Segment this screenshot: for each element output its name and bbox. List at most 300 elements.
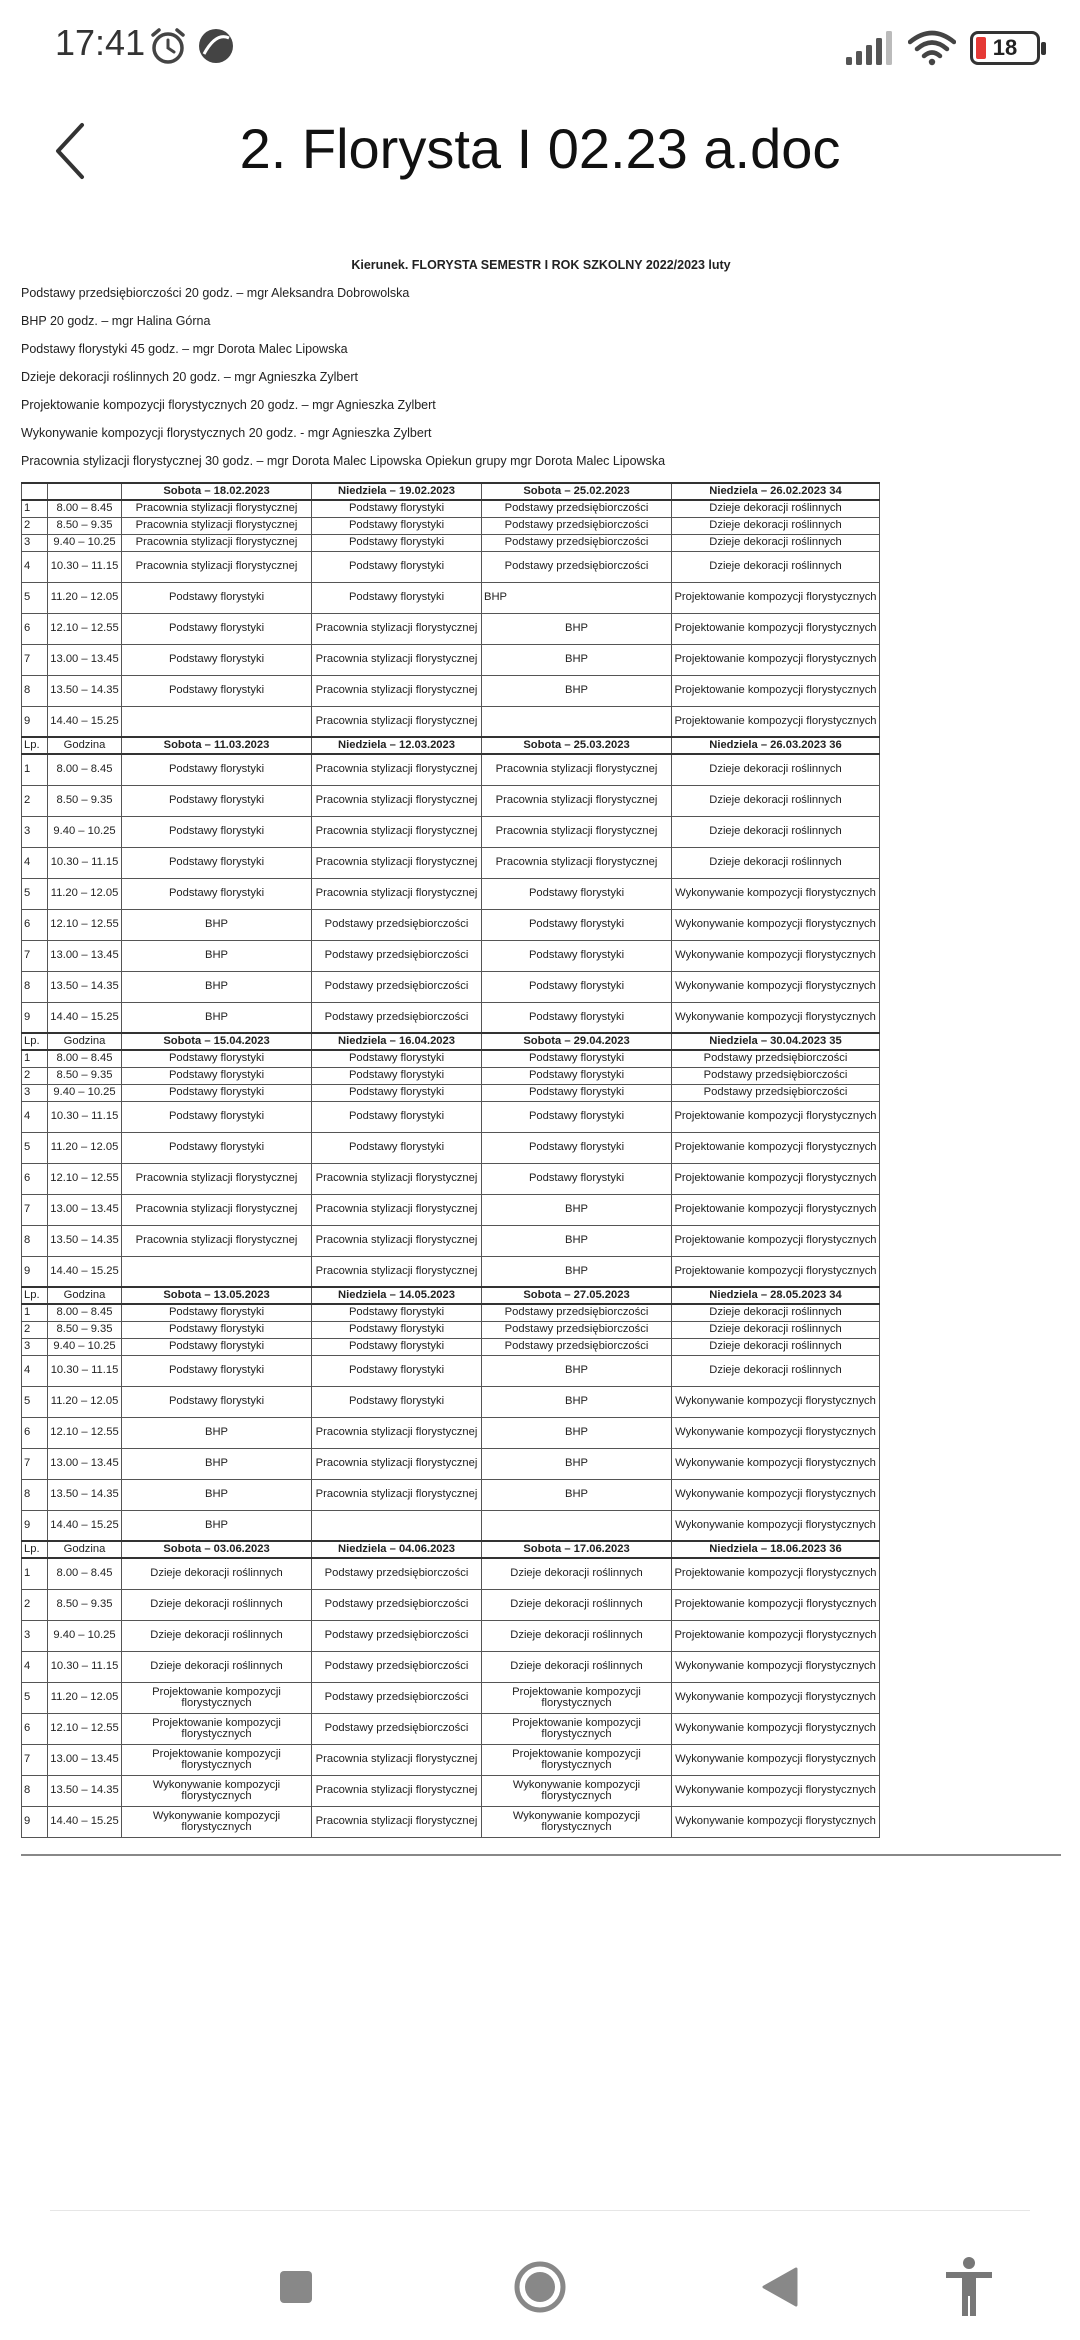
schedule-header-cell: Sobota – 13.05.2023 [122,1287,312,1304]
lesson-time: 13.00 – 13.45 [48,1744,122,1775]
lesson-subject: Wykonywanie kompozycji florystycznych [672,1002,880,1033]
lesson-time: 10.30 – 11.15 [48,1651,122,1682]
document-heading: Kierunek. FLORYSTA SEMESTR I ROK SZKOLNY 2022/2023 luty [351,258,731,272]
lesson-subject: Dzieje dekoracji roślinnych [672,1338,880,1355]
lesson-subject: Podstawy przedsiębiorczości [482,1338,672,1355]
lesson-number: 9 [22,1806,48,1837]
schedule-row [22,534,880,551]
lesson-subject: Podstawy florystyki [122,1067,312,1084]
schedule-header-cell: Sobota – 18.02.2023 [122,483,312,500]
lesson-time: 11.20 – 12.05 [48,878,122,909]
lesson-number: 6 [22,1163,48,1194]
lesson-number: 5 [22,1682,48,1713]
schedule-header-cell: Lp. [22,1287,48,1304]
lesson-subject: Podstawy przedsiębiorczości [312,1002,482,1033]
lesson-number: 7 [22,1194,48,1225]
lesson-number: 7 [22,1744,48,1775]
lesson-subject: Pracownia stylizacji florystycznej [312,1448,482,1479]
lesson-time: 13.50 – 14.35 [48,1225,122,1256]
lesson-subject: Pracownia stylizacji florystycznej [312,613,482,644]
lesson-number: 9 [22,1002,48,1033]
lesson-subject: Podstawy florystyki [312,1101,482,1132]
schedule-header-cell: Niedziela – 26.03.2023 36 [672,737,880,754]
schedule-header-cell: Sobota – 29.04.2023 [482,1033,672,1050]
schedule-row [22,1744,880,1775]
lesson-subject: Podstawy przedsiębiorczości [482,534,672,551]
lesson-subject: Pracownia stylizacji florystycznej [312,706,482,737]
lesson-number: 6 [22,1417,48,1448]
lesson-subject: Podstawy florystyki [482,1067,672,1084]
lesson-time: 13.50 – 14.35 [48,675,122,706]
status-time: 17:41 [55,22,146,63]
lesson-subject: Wykonywanie kompozycji florystycznych [672,909,880,940]
schedule-row [22,1806,880,1837]
lesson-subject: Projektowanie kompozycji florystycznych [672,1589,880,1620]
alarm-icon [148,26,188,66]
schedule-header-cell [22,483,48,500]
lesson-subject: Podstawy florystyki [122,675,312,706]
lesson-subject: Podstawy florystyki [122,644,312,675]
lesson-time: 8.50 – 9.35 [48,785,122,816]
lesson-subject: Pracownia stylizacji florystycznej [312,1225,482,1256]
lesson-subject: BHP [482,1355,672,1386]
document-title: 2. Florysta I 02.23 a.doc [239,117,841,180]
schedule-header-cell: Sobota – 11.03.2023 [122,737,312,754]
lesson-subject: Projektowanie kompozycji florystycznych [482,1744,672,1775]
back-button[interactable] [40,116,100,186]
schedule-row [22,1050,880,1067]
lesson-subject: Podstawy florystyki [122,1304,312,1321]
lesson-subject: Wykonywanie kompozycji florystycznych [672,1806,880,1837]
lesson-subject: Podstawy florystyki [312,1067,482,1084]
lesson-number: 8 [22,971,48,1002]
schedule-header-cell: Lp. [22,737,48,754]
lesson-subject: Projektowanie kompozycji florystycznych [122,1713,312,1744]
lesson-number: 5 [22,1132,48,1163]
schedule-row [22,1651,880,1682]
lesson-subject: BHP [482,1256,672,1287]
lesson-subject: Podstawy przedsiębiorczości [312,909,482,940]
teacher-line: BHP 20 godz. – mgr Halina Górna [21,314,211,328]
lesson-subject: Wykonywanie kompozycji florystycznych [122,1775,312,1806]
lesson-subject [482,1510,672,1541]
schedule-row [22,1510,880,1541]
lesson-time: 12.10 – 12.55 [48,1163,122,1194]
schedule-row [22,1338,880,1355]
lesson-subject: Podstawy przedsiębiorczości [482,500,672,517]
lesson-subject: Projektowanie kompozycji florystycznych [672,1558,880,1589]
schedule-header-cell: Godzina [48,1033,122,1050]
lesson-subject: Pracownia stylizacji florystycznej [312,1256,482,1287]
lesson-subject: Dzieje dekoracji roślinnych [122,1589,312,1620]
lesson-subject: Pracownia stylizacji florystycznej [122,500,312,517]
schedule-row [22,971,880,1002]
lesson-subject: Wykonywanie kompozycji florystycznych [482,1775,672,1806]
lesson-time: 11.20 – 12.05 [48,582,122,613]
lesson-time: 11.20 – 12.05 [48,1682,122,1713]
lesson-subject: Projektowanie kompozycji florystycznych [672,1101,880,1132]
lesson-subject: Projektowanie kompozycji florystycznych [482,1713,672,1744]
signal-icon [846,31,894,65]
lesson-number: 5 [22,878,48,909]
schedule-header-row [22,1541,880,1558]
schedule-header-cell: Niedziela – 04.06.2023 [312,1541,482,1558]
schedule-row [22,1448,880,1479]
lesson-subject: Pracownia stylizacji florystycznej [312,1163,482,1194]
lesson-time: 8.00 – 8.45 [48,1558,122,1589]
lesson-number: 9 [22,1256,48,1287]
lesson-subject: Wykonywanie kompozycji florystycznych [672,1386,880,1417]
lesson-subject: BHP [482,582,672,613]
schedule-row [22,675,880,706]
lesson-subject: Podstawy florystyki [312,1132,482,1163]
lesson-subject: Dzieje dekoracji roślinnych [122,1651,312,1682]
lesson-subject: Dzieje dekoracji roślinnych [672,517,880,534]
lesson-subject: Podstawy florystyki [482,1163,672,1194]
lesson-subject: Podstawy florystyki [122,1084,312,1101]
accessibility-button[interactable] [929,2252,1009,2322]
lesson-subject: Projektowanie kompozycji florystycznych [482,1682,672,1713]
lesson-time: 14.40 – 15.25 [48,1806,122,1837]
lesson-subject: Pracownia stylizacji florystycznej [312,754,482,785]
lesson-subject: Projektowanie kompozycji florystycznych [672,613,880,644]
lesson-subject: BHP [482,675,672,706]
lesson-subject: Podstawy przedsiębiorczości [312,1620,482,1651]
lesson-subject: Podstawy przedsiębiorczości [312,1651,482,1682]
schedule-row [22,816,880,847]
lesson-subject: Dzieje dekoracji roślinnych [482,1589,672,1620]
lesson-subject: Podstawy florystyki [312,534,482,551]
lesson-subject: Dzieje dekoracji roślinnych [122,1558,312,1589]
lesson-subject: Podstawy florystyki [312,582,482,613]
lesson-subject: Pracownia stylizacji florystycznej [312,644,482,675]
lesson-subject: Podstawy przedsiębiorczości [672,1050,880,1067]
lesson-subject: Podstawy przedsiębiorczości [672,1067,880,1084]
lesson-time: 11.20 – 12.05 [48,1132,122,1163]
home-button[interactable] [500,2252,580,2322]
lesson-subject: Podstawy przedsiębiorczości [672,1084,880,1101]
schedule-row [22,1304,880,1321]
schedule-row [22,1194,880,1225]
lesson-time: 8.00 – 8.45 [48,1050,122,1067]
lesson-subject: Pracownia stylizacji florystycznej [312,1194,482,1225]
lesson-subject: Podstawy florystyki [312,1304,482,1321]
schedule-header-cell: Niedziela – 26.02.2023 34 [672,483,880,500]
lesson-subject: Podstawy florystyki [122,878,312,909]
lesson-number: 1 [22,754,48,785]
lesson-subject: Podstawy przedsiębiorczości [482,551,672,582]
lesson-subject: Wykonywanie kompozycji florystycznych [672,1775,880,1806]
lesson-subject: Dzieje dekoracji roślinnych [672,1321,880,1338]
lesson-subject: Projektowanie kompozycji florystycznych [122,1682,312,1713]
page-divider [21,1854,1061,1856]
lesson-subject: Podstawy florystyki [122,582,312,613]
schedule-row [22,1321,880,1338]
schedule-row [22,613,880,644]
lesson-time: 13.50 – 14.35 [48,971,122,1002]
lesson-time: 10.30 – 11.15 [48,1101,122,1132]
chevron-left-icon [52,121,88,181]
lesson-subject: Podstawy przedsiębiorczości [482,1321,672,1338]
lesson-time: 8.50 – 9.35 [48,1589,122,1620]
lesson-subject: Pracownia stylizacji florystycznej [122,517,312,534]
lesson-subject: Podstawy florystyki [122,1101,312,1132]
lesson-time: 9.40 – 10.25 [48,816,122,847]
lesson-time: 8.50 – 9.35 [48,1321,122,1338]
back-nav-button[interactable] [740,2252,820,2322]
lesson-subject: BHP [122,909,312,940]
schedule-row [22,847,880,878]
lesson-subject: Projektowanie kompozycji florystycznych [672,1620,880,1651]
lesson-subject: BHP [122,1510,312,1541]
lesson-number: 4 [22,551,48,582]
lesson-subject: Podstawy florystyki [122,1386,312,1417]
lesson-time: 9.40 – 10.25 [48,534,122,551]
lesson-subject: Projektowanie kompozycji florystycznych [672,675,880,706]
schedule-row [22,1620,880,1651]
schedule-row [22,1479,880,1510]
lesson-subject: Dzieje dekoracji roślinnych [482,1558,672,1589]
lesson-number: 9 [22,706,48,737]
lesson-time: 12.10 – 12.55 [48,1417,122,1448]
lesson-number: 3 [22,816,48,847]
lesson-subject: Podstawy florystyki [122,816,312,847]
lesson-subject: Projektowanie kompozycji florystycznych [672,1225,880,1256]
lesson-number: 2 [22,1067,48,1084]
lesson-subject [312,1510,482,1541]
lesson-subject: Podstawy florystyki [312,551,482,582]
lesson-number: 3 [22,1338,48,1355]
lesson-subject: Podstawy florystyki [312,1321,482,1338]
lesson-subject: Podstawy przedsiębiorczości [312,1558,482,1589]
teacher-line: Podstawy florystyki 45 godz. – mgr Dorota Malec Lipowska [21,342,348,356]
lesson-time: 14.40 – 15.25 [48,1510,122,1541]
lesson-number: 4 [22,1355,48,1386]
lesson-time: 13.50 – 14.35 [48,1775,122,1806]
lesson-subject: Wykonywanie kompozycji florystycznych [672,940,880,971]
lesson-number: 8 [22,1225,48,1256]
lesson-time: 13.00 – 13.45 [48,644,122,675]
app-header [0,96,1080,206]
schedule-row [22,1256,880,1287]
schedule-row [22,500,880,517]
lesson-subject: BHP [482,1448,672,1479]
lesson-subject: Dzieje dekoracji roślinnych [672,816,880,847]
schedule-header-row [22,1033,880,1050]
lesson-subject: Podstawy przedsiębiorczości [482,517,672,534]
schedule-header-cell: Godzina [48,1541,122,1558]
lesson-subject: Wykonywanie kompozycji florystycznych [672,878,880,909]
schedule-header-cell: Sobota – 03.06.2023 [122,1541,312,1558]
lesson-subject: Wykonywanie kompozycji florystycznych [672,1713,880,1744]
lesson-subject: Podstawy florystyki [482,1084,672,1101]
lesson-number: 8 [22,1775,48,1806]
lesson-time: 12.10 – 12.55 [48,1713,122,1744]
schedule-row [22,1682,880,1713]
teacher-line: Podstawy przedsiębiorczości 20 godz. – mgr Aleksandra Dobrowolska [21,286,410,300]
schedule-header-cell [48,483,122,500]
lesson-number: 4 [22,1651,48,1682]
battery-icon [970,31,1040,65]
lesson-subject: Pracownia stylizacji florystycznej [122,1163,312,1194]
lesson-subject: Podstawy przedsiębiorczości [312,1682,482,1713]
lesson-subject: Dzieje dekoracji roślinnych [122,1620,312,1651]
lesson-number: 8 [22,1479,48,1510]
lesson-subject: Projektowanie kompozycji florystycznych [672,582,880,613]
app-notification-icon [196,26,236,66]
schedule-header-cell: Niedziela – 12.03.2023 [312,737,482,754]
teacher-line: Wykonywanie kompozycji florystycznych 20 godz. - mgr Agnieszka Zylbert [21,426,432,440]
accessibility-icon [943,2256,995,2318]
lesson-subject: BHP [122,1479,312,1510]
lesson-subject: BHP [122,1448,312,1479]
lesson-subject: Projektowanie kompozycji florystycznych [672,1194,880,1225]
wifi-icon [908,30,956,66]
schedule-row [22,1101,880,1132]
lesson-subject: BHP [122,1002,312,1033]
lesson-subject: Podstawy florystyki [122,847,312,878]
lesson-time: 13.00 – 13.45 [48,940,122,971]
lesson-number: 7 [22,1448,48,1479]
lesson-subject: Podstawy florystyki [122,1050,312,1067]
lesson-number: 2 [22,1589,48,1620]
status-bar [0,0,1080,96]
schedule-header-cell: Niedziela – 19.02.2023 [312,483,482,500]
lesson-subject: Podstawy florystyki [482,1101,672,1132]
schedule-row [22,551,880,582]
lesson-time: 9.40 – 10.25 [48,1084,122,1101]
lesson-subject: Pracownia stylizacji florystycznej [312,816,482,847]
schedule-row [22,1417,880,1448]
lesson-subject [122,1256,312,1287]
schedule-row [22,1589,880,1620]
lesson-number: 5 [22,582,48,613]
lesson-subject: Podstawy przedsiębiorczości [312,940,482,971]
lesson-subject: Projektowanie kompozycji florystycznych [672,644,880,675]
lesson-number: 4 [22,1101,48,1132]
lesson-number: 8 [22,675,48,706]
lesson-number: 6 [22,613,48,644]
schedule-row [22,785,880,816]
schedule-row [22,754,880,785]
lesson-subject: Dzieje dekoracji roślinnych [672,551,880,582]
lesson-number: 2 [22,785,48,816]
lesson-time: 12.10 – 12.55 [48,613,122,644]
schedule-header-cell: Lp. [22,1541,48,1558]
lesson-subject: Podstawy przedsiębiorczości [312,971,482,1002]
lesson-subject: Podstawy florystyki [312,1386,482,1417]
lesson-subject: Wykonywanie kompozycji florystycznych [672,1448,880,1479]
lesson-subject: Dzieje dekoracji roślinnych [482,1651,672,1682]
schedule-row [22,1713,880,1744]
schedule-table [21,482,880,1838]
lesson-number: 2 [22,1321,48,1338]
lesson-number: 1 [22,1558,48,1589]
document-page[interactable] [21,258,1061,1838]
lesson-subject [122,706,312,737]
lesson-subject: BHP [122,971,312,1002]
lesson-subject: Podstawy przedsiębiorczości [312,1589,482,1620]
lesson-subject: Podstawy florystyki [122,1321,312,1338]
lesson-subject: Dzieje dekoracji roślinnych [672,847,880,878]
schedule-row [22,1386,880,1417]
lesson-subject: Dzieje dekoracji roślinnych [482,1620,672,1651]
schedule-row [22,1355,880,1386]
schedule-row [22,517,880,534]
lesson-subject: Podstawy przedsiębiorczości [312,1713,482,1744]
teacher-line: Dzieje dekoracji roślinnych 20 godz. – mgr Agnieszka Zylbert [21,370,358,384]
lesson-time: 10.30 – 11.15 [48,847,122,878]
lesson-time: 13.50 – 14.35 [48,1479,122,1510]
lesson-subject: Pracownia stylizacji florystycznej [312,1744,482,1775]
lesson-time: 9.40 – 10.25 [48,1620,122,1651]
lesson-subject: Podstawy florystyki [482,1002,672,1033]
lesson-subject: BHP [482,1417,672,1448]
lesson-subject: Podstawy florystyki [312,1355,482,1386]
lesson-subject: Podstawy florystyki [312,517,482,534]
lesson-subject: Pracownia stylizacji florystycznej [482,816,672,847]
lesson-subject: Pracownia stylizacji florystycznej [312,878,482,909]
schedule-header-cell: Niedziela – 14.05.2023 [312,1287,482,1304]
battery-percent: 18 [992,35,1018,60]
schedule-header-cell: Niedziela – 30.04.2023 35 [672,1033,880,1050]
teacher-line: Pracownia stylizacji florystycznej 30 godz. – mgr Dorota Malec Lipowska Opiekun grupy mgr Dorota Malec Lipowska [21,454,666,468]
lesson-subject: Projektowanie kompozycji florystycznych [672,1132,880,1163]
lesson-subject: BHP [482,1386,672,1417]
lesson-subject: Wykonywanie kompozycji florystycznych [672,1479,880,1510]
lesson-time: 14.40 – 15.25 [48,706,122,737]
schedule-row [22,582,880,613]
schedule-header-cell: Niedziela – 16.04.2023 [312,1033,482,1050]
schedule-header-cell: Niedziela – 18.06.2023 36 [672,1541,880,1558]
battery-tip [1041,42,1046,55]
back-nav-icon [760,2265,800,2309]
lesson-subject: Podstawy przedsiębiorczości [482,1304,672,1321]
lesson-subject: Pracownia stylizacji florystycznej [482,785,672,816]
schedule-header-cell: Godzina [48,737,122,754]
schedule-row [22,909,880,940]
lesson-subject: Pracownia stylizacji florystycznej [312,1775,482,1806]
schedule-row [22,940,880,971]
lesson-subject: Pracownia stylizacji florystycznej [122,1225,312,1256]
lesson-time: 13.00 – 13.45 [48,1448,122,1479]
lesson-subject: Podstawy florystyki [312,1050,482,1067]
lesson-number: 6 [22,1713,48,1744]
lesson-subject: Wykonywanie kompozycji florystycznych [672,971,880,1002]
lesson-subject: Pracownia stylizacji florystycznej [122,534,312,551]
lesson-number: 1 [22,500,48,517]
lesson-subject: Podstawy florystyki [312,1084,482,1101]
schedule-row [22,1067,880,1084]
lesson-subject: Projektowanie kompozycji florystycznych [122,1744,312,1775]
status-right-group [846,26,1040,70]
schedule-header-row [22,737,880,754]
lesson-subject: Podstawy florystyki [482,940,672,971]
recents-icon [278,2269,314,2305]
lesson-time: 8.00 – 8.45 [48,1304,122,1321]
recents-button[interactable] [256,2252,336,2322]
lesson-subject: Podstawy florystyki [122,1338,312,1355]
lesson-subject: Pracownia stylizacji florystycznej [312,1806,482,1837]
schedule-row [22,644,880,675]
lesson-number: 3 [22,534,48,551]
lesson-number: 1 [22,1050,48,1067]
lesson-subject: Pracownia stylizacji florystycznej [312,675,482,706]
lesson-time: 12.10 – 12.55 [48,909,122,940]
lesson-subject: Wykonywanie kompozycji florystycznych [672,1744,880,1775]
lesson-subject: BHP [482,644,672,675]
lesson-number: 1 [22,1304,48,1321]
